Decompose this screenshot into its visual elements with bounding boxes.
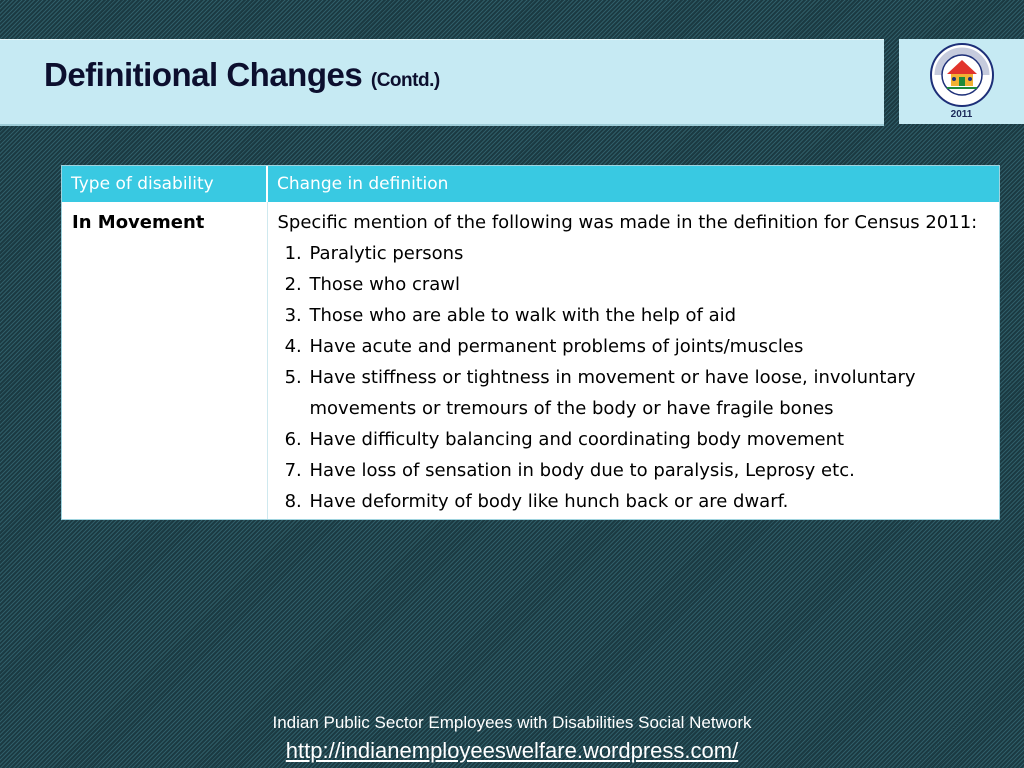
definition-intro: Specific mention of the following was made in the definition for Census 2011: (277, 212, 978, 233)
list-item: 2. Those who crawl (308, 269, 991, 300)
list-item: 3. Those who are able to walk with the help of aid (308, 300, 991, 331)
column-header-type: Type of disability (62, 166, 267, 202)
census-logo (899, 39, 1024, 124)
disability-type-cell: In Movement (62, 202, 267, 519)
logo-year: 2011 (950, 109, 973, 120)
table-header-row (62, 166, 999, 202)
list-item: 4. Have acute and permanent problems of joints/muscles (308, 331, 991, 362)
list-item: 1. Paralytic persons (308, 238, 991, 269)
footer-link[interactable]: http://indianemployeeswelfare.wordpress.com/ (285, 738, 739, 763)
title-suffix: (Contd.) (370, 70, 440, 91)
definition-list (278, 238, 991, 517)
table-row (62, 202, 999, 519)
title-main: Definitional Changes (44, 56, 363, 93)
definition-table (61, 165, 1000, 520)
column-header-change: Change in definition (267, 166, 999, 202)
list-item: 5. Have stiffness or tightness in movement or have loose, involuntary movements or tremours of the body or have fragile bones (308, 362, 991, 424)
list-item: 6. Have difficulty balancing and coordinating body movement (308, 424, 991, 455)
census-seal-icon (929, 42, 995, 108)
list-item: 7. Have loss of sensation in body due to paralysis, Leprosy etc. (308, 455, 991, 486)
slide-title (44, 56, 440, 94)
footer (0, 712, 1024, 764)
footer-org: Indian Public Sector Employees with Disabilities Social Network (272, 713, 752, 732)
definition-change-cell (267, 202, 999, 519)
list-item: 8. Have deformity of body like hunch back or are dwarf. (308, 486, 991, 517)
